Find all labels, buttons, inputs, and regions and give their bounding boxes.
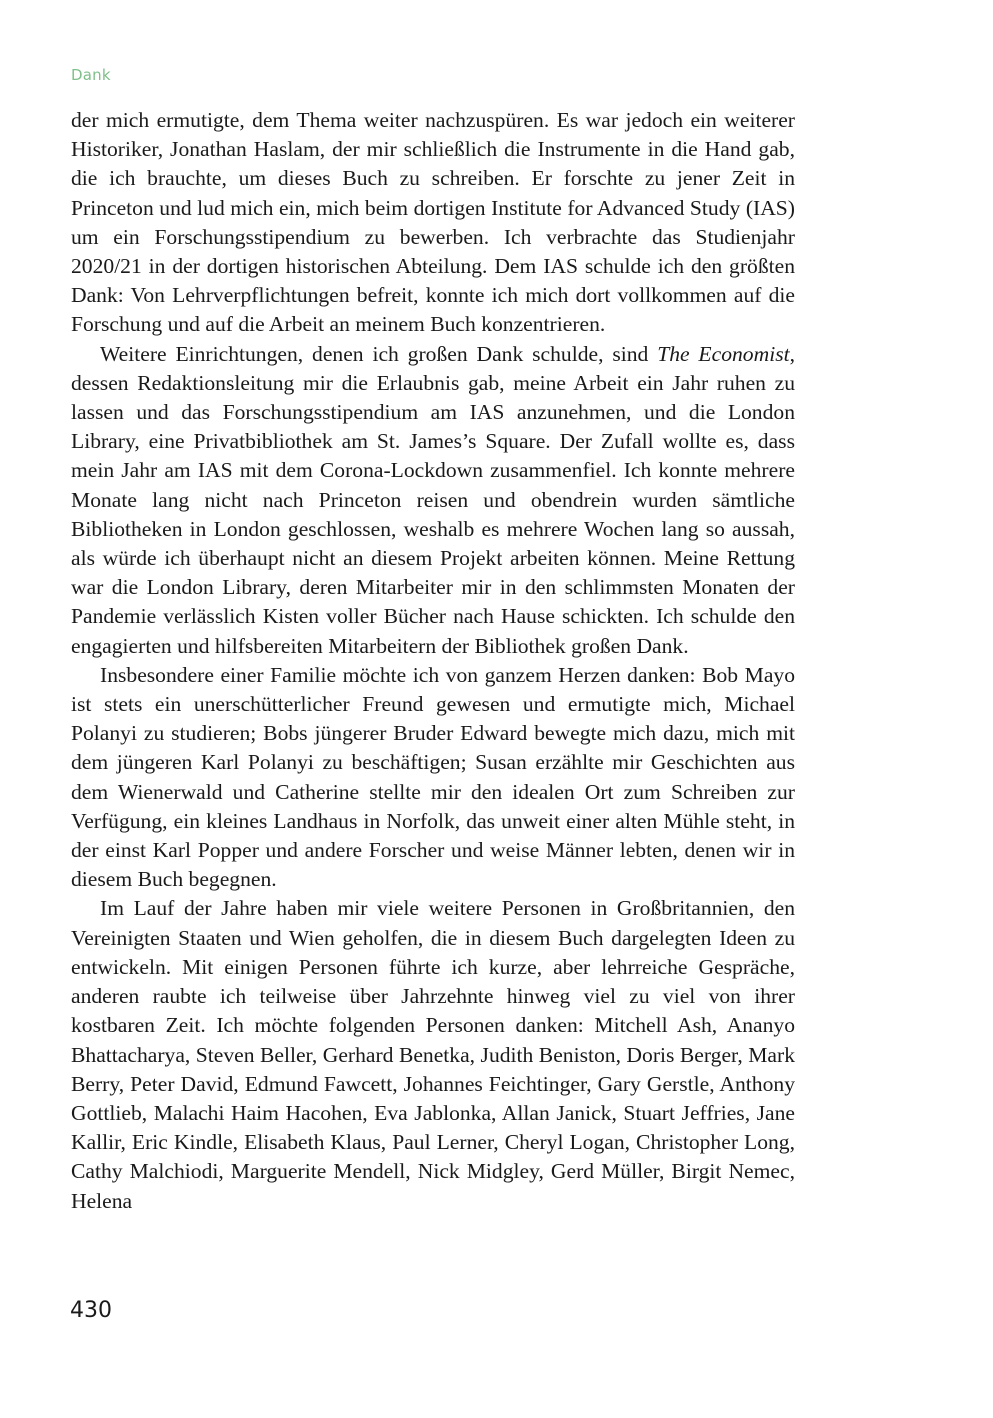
page-number: 430 bbox=[70, 1298, 112, 1323]
running-head: Dank bbox=[71, 66, 111, 84]
paragraph-3: Insbesondere einer Familie möchte ich von ganzem Herzen danken: Bob Mayo ist stets ein unerschütterlicher Freund gewesen und ermutigte mich, Michael Polanyi zu studieren; Bobs jüngerer Bruder Edward bewegte mich dazu, mich mit dem jüngeren Karl Polanyi zu beschäftigen; Susan erzählte mir Geschichten aus dem Wienerwald und Catherine stellte mir den idealen Ort zum Schreiben zur Verfügung, ein kleines Landhaus in Norfolk, das unweit einer alten Mühle steht, in der einst Karl Popper und andere Forscher und weise Männer lebten, denen wir in diesem Buch begegnen. bbox=[71, 662, 795, 892]
paragraph-2-lead: Weitere Einrichtungen, denen ich großen Dank schulde, sind bbox=[100, 341, 658, 366]
paragraph-2 bbox=[71, 340, 795, 661]
body-text bbox=[71, 106, 795, 1216]
paragraph-2-rest: , dessen Redaktionsleitung mir die Erlaubnis gab, meine Arbeit ein Jahr ruhen zu lassen und das Forschungsstipendium am IAS anzunehmen, und die London Library, eine Privatbibliothek am St. James’s Square. Der Zufall wollte es, dass mein Jahr am IAS mit dem Corona-Lockdown zusammenfiel. Ich konnte mehrere Monate lang nicht nach Princeton reisen und obendrein wurden sämtliche Bibliotheken in London geschlossen, weshalb es mehrere Wochen lang so aussah, als würde ich überhaupt nicht an diesem Projekt arbeiten können. Meine Rettung war die London Library, deren Mitarbeiter mir in den schlimmsten Monaten der Pandemie verlässlich Kisten voller Bücher nach Hause schickten. Ich schulde den engagierten und hilfsbereiten Mitarbeitern der Bibliothek großen Dank. bbox=[71, 341, 795, 658]
paragraph-4: Im Lauf der Jahre haben mir viele weitere Personen in Großbritannien, den Vereinigten Staaten und Wien geholfen, die in diesem Buch dargelegten Ideen zu entwickeln. Mit einigen Personen führte ich kurze, aber lehrreiche Gespräche, anderen raubte ich teilweise über Jahrzehnte hinweg viel zu viel von ihrer kostbaren Zeit. Ich möchte folgenden Personen danken: Mitchell Ash, Ananyo Bhattacharya, Steven Beller, Gerhard Benetka, Judith Beniston, Doris Berger, Mark Berry, Peter David, Edmund Fawcett, Johannes Feichtinger, Gary Gerstle, Anthony Gottlieb, Malachi Haim Hacohen, Eva Jablonka, Allan Janick, Stuart Jeffries, Jane Kallir, Eric Kindle, Elisabeth Klaus, Paul Lerner, Cheryl Logan, Christopher Long, Cathy Malchiodi, Marguerite Mendell, Nick Midgley, Gerd Müller, Birgit Nemec, Helena bbox=[71, 896, 795, 1213]
paragraph-1: der mich ermutigte, dem Thema weiter nachzuspüren. Es war jedoch ein weiterer Historiker, Jonathan Haslam, der mir schließlich die Instrumente in die Hand gab, die ich brauchte, um dieses Buch zu schreiben. Er forschte zu jener Zeit in Princeton und lud mich ein, mich beim dortigen Institute for Advanced Study (IAS) um ein Forschungsstipendium zu bewerben. Ich verbrachte das Studienjahr 2020/21 in der dortigen historischen Abteilung. Dem IAS schulde ich den größten Dank: Von Lehrverpflichtungen befreit, konnte ich mich dort vollkommen auf die Forschung und auf die Arbeit an meinem Buch konzentrieren. bbox=[71, 108, 795, 337]
paragraph-2-italic-title: The Economist bbox=[657, 341, 790, 366]
